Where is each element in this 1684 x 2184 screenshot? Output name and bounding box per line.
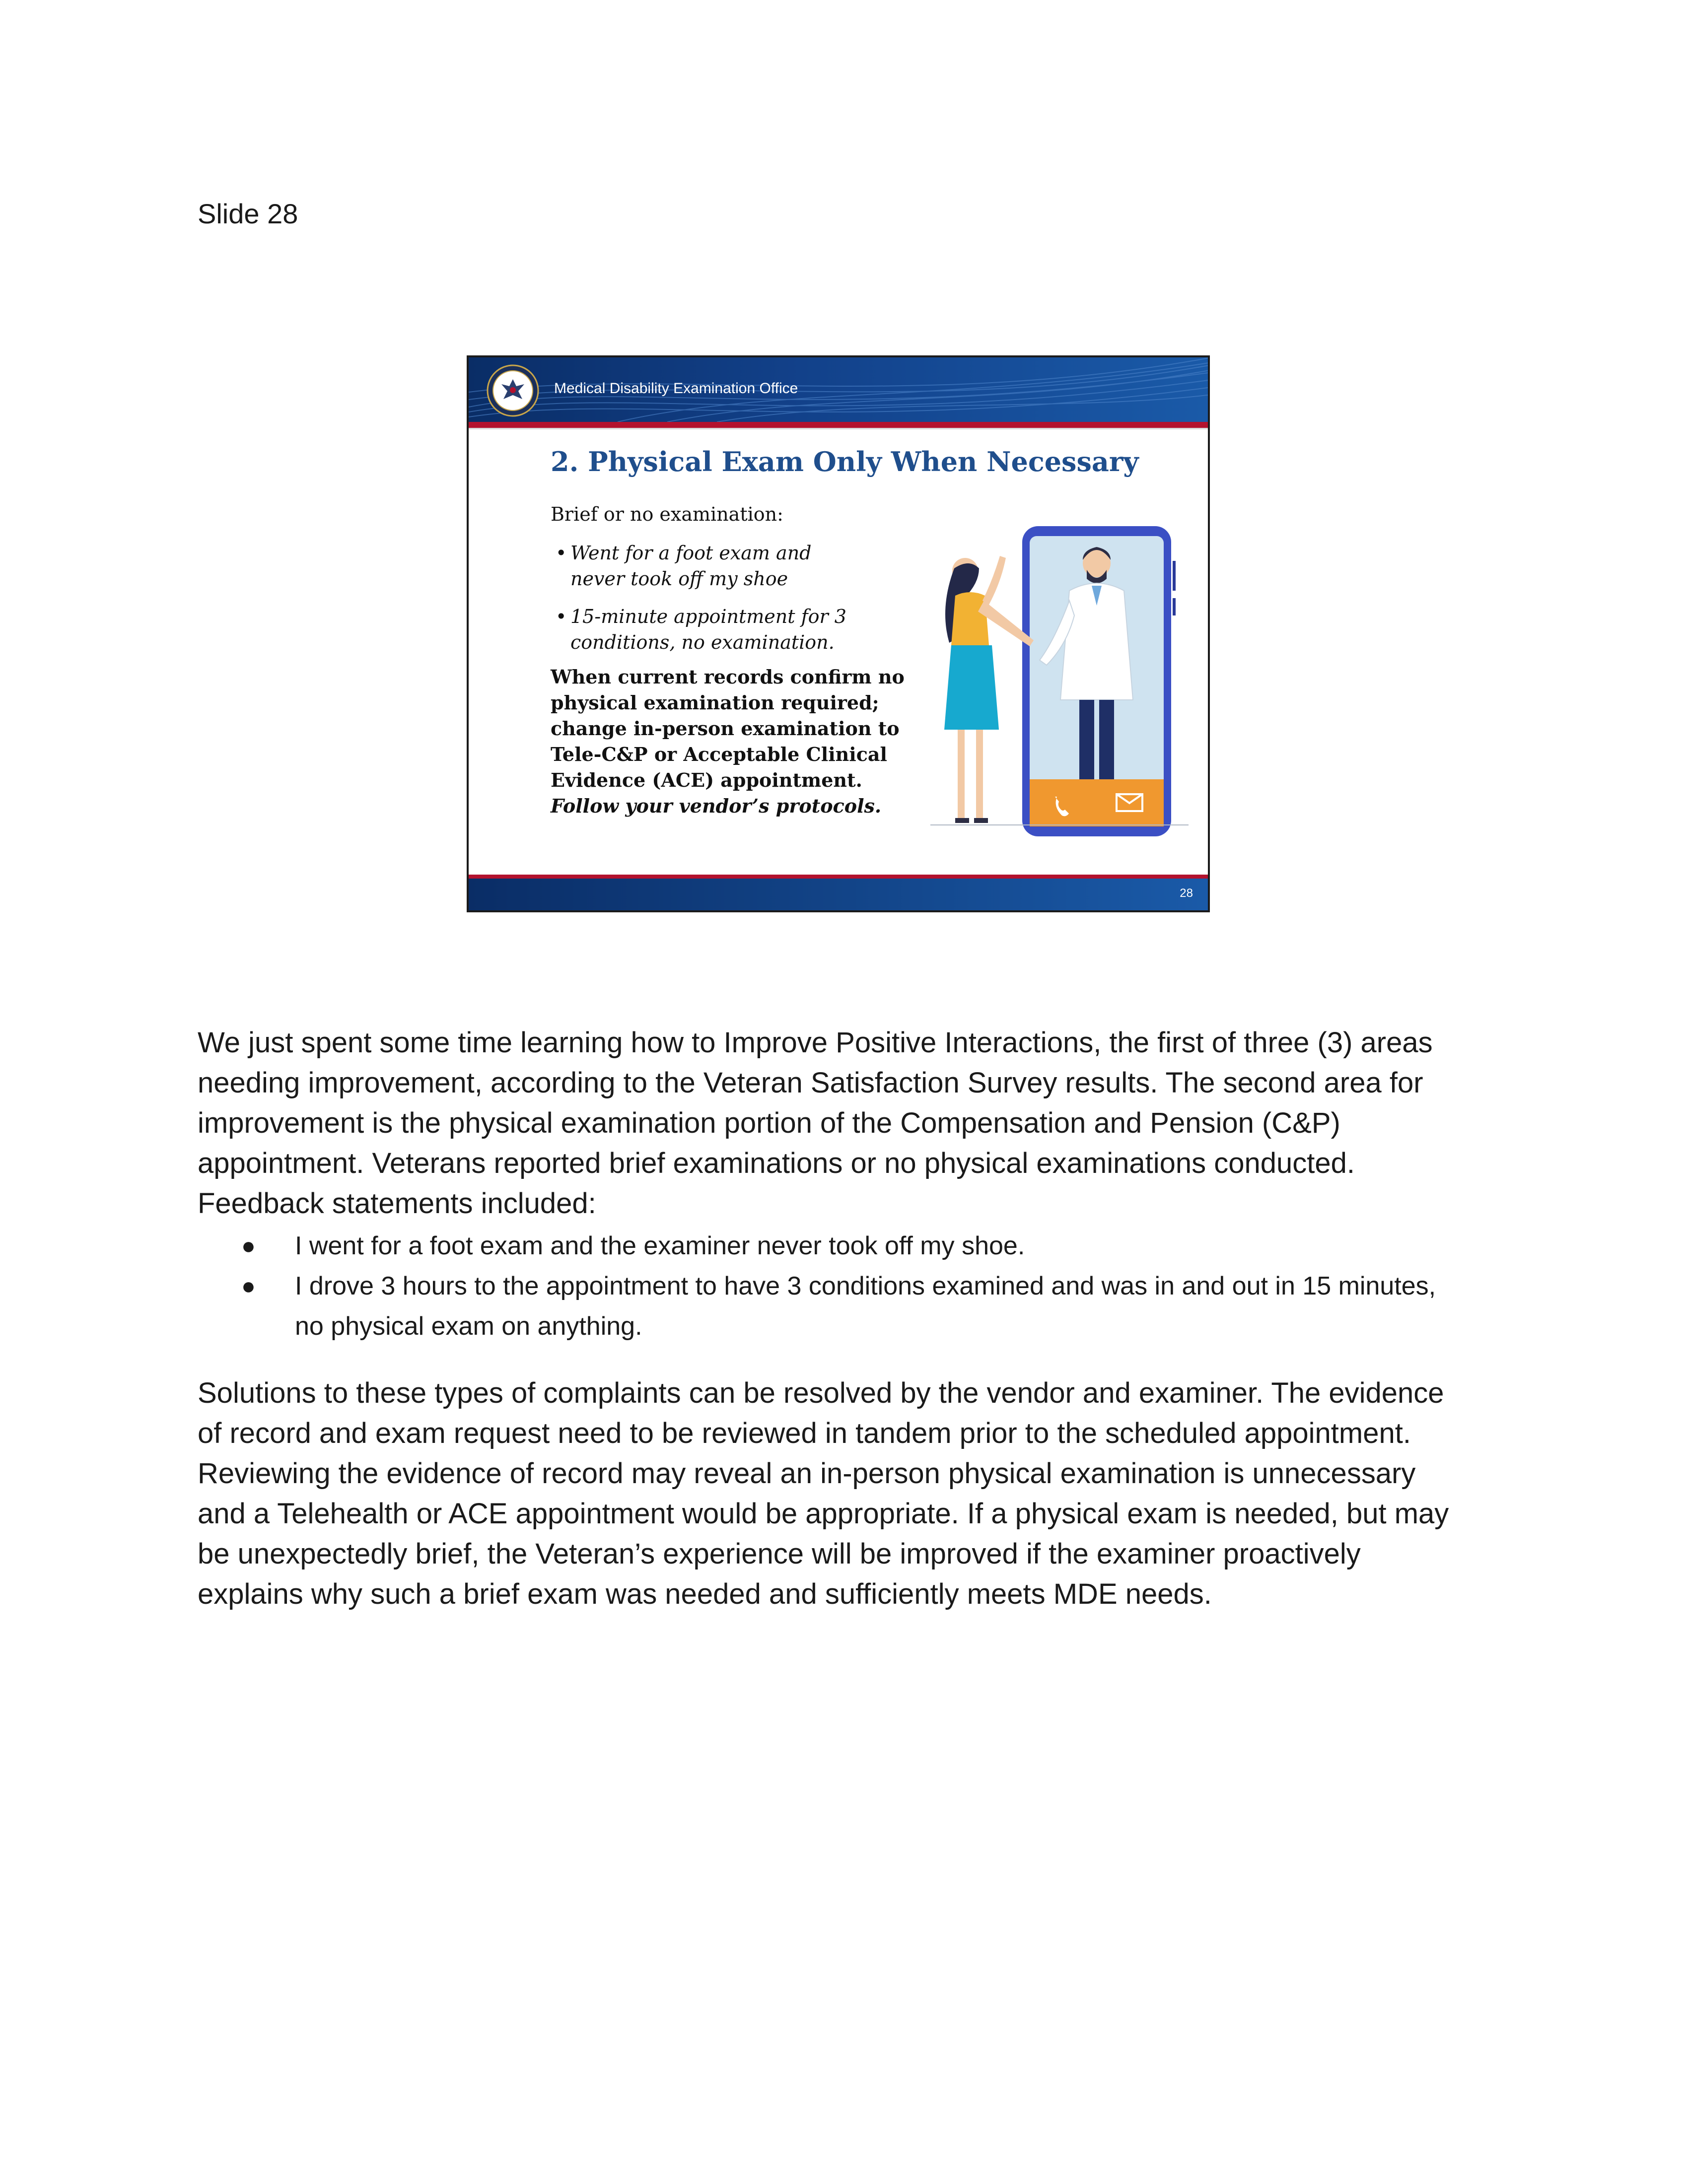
list-item: ● I drove 3 hours to the appointment to have 3 conditions examined and was in and out in 15 minutes, no physical exam on anything. (198, 1266, 1469, 1347)
notes-paragraph-intro: We just spent some time learning how to Improve Positive Interactions, the first of three (3) areas needing improvement, according to the Veteran Satisfaction Survey results. The second area for improvement is the physical examination portion of the Compensation and Pension (C&P) appointment. Veterans reported brief examinations or no physical examinations conducted. Feedback statements included: (198, 1026, 1433, 1220)
bullet-dot-icon: ● (241, 1233, 256, 1259)
list-item: ● I went for a foot exam and the examiner never took off my shoe. (198, 1226, 1469, 1266)
slide-label: Slide 28 (198, 198, 298, 229)
slide-guidance-emphasis: Follow your vendor’s protocols. (551, 795, 882, 817)
office-name: Medical Disability Examination Office (554, 380, 798, 397)
slide-bullet: • 15-minute appointment for 3 conditions, no examination. (556, 606, 846, 653)
header-red-rule (469, 422, 1208, 428)
header-gray-rule (469, 428, 1208, 429)
slide-title: 2. Physical Exam Only When Necessary (551, 446, 1139, 478)
footer-red-rule (469, 875, 1208, 879)
bullet-dot-icon: ● (241, 1273, 256, 1299)
slide-bullet: • Went for a foot exam and never took off my shoe (556, 542, 812, 590)
slide-header-banner (469, 357, 1208, 422)
slide-image (467, 355, 1210, 912)
slide-number: 28 (1180, 887, 1193, 900)
slide-footer-banner (469, 879, 1208, 912)
va-seal-icon (487, 364, 539, 417)
feedback-list (198, 1226, 1469, 1347)
notes-paragraph-solutions: Solutions to these types of complaints can be resolved by the vendor and examiner. The evidence of record and exam request need to be reviewed in tandem prior to the scheduled appointment. Reviewing the evidence of record may reveal an in-person physical examination is unnecessary and a Telehealth or ACE appointment would be appropriate. If a physical exam is needed, but may be unexpectedly brief, the Veteran’s experience will be improved if the examiner proactively explains why such a brief exam was needed and sufficiently meets MDE needs. (198, 1377, 1449, 1610)
slide-guidance-text: When current records confirm no physical examination required; change in-person examination to Tele-C&P or Acceptable Clinical Evidence (ACE) appointment. Follow your vendor’s protocols. (551, 666, 905, 817)
slide-lead-text: Brief or no examination: (551, 503, 783, 525)
telehealth-illustration (930, 521, 1189, 844)
